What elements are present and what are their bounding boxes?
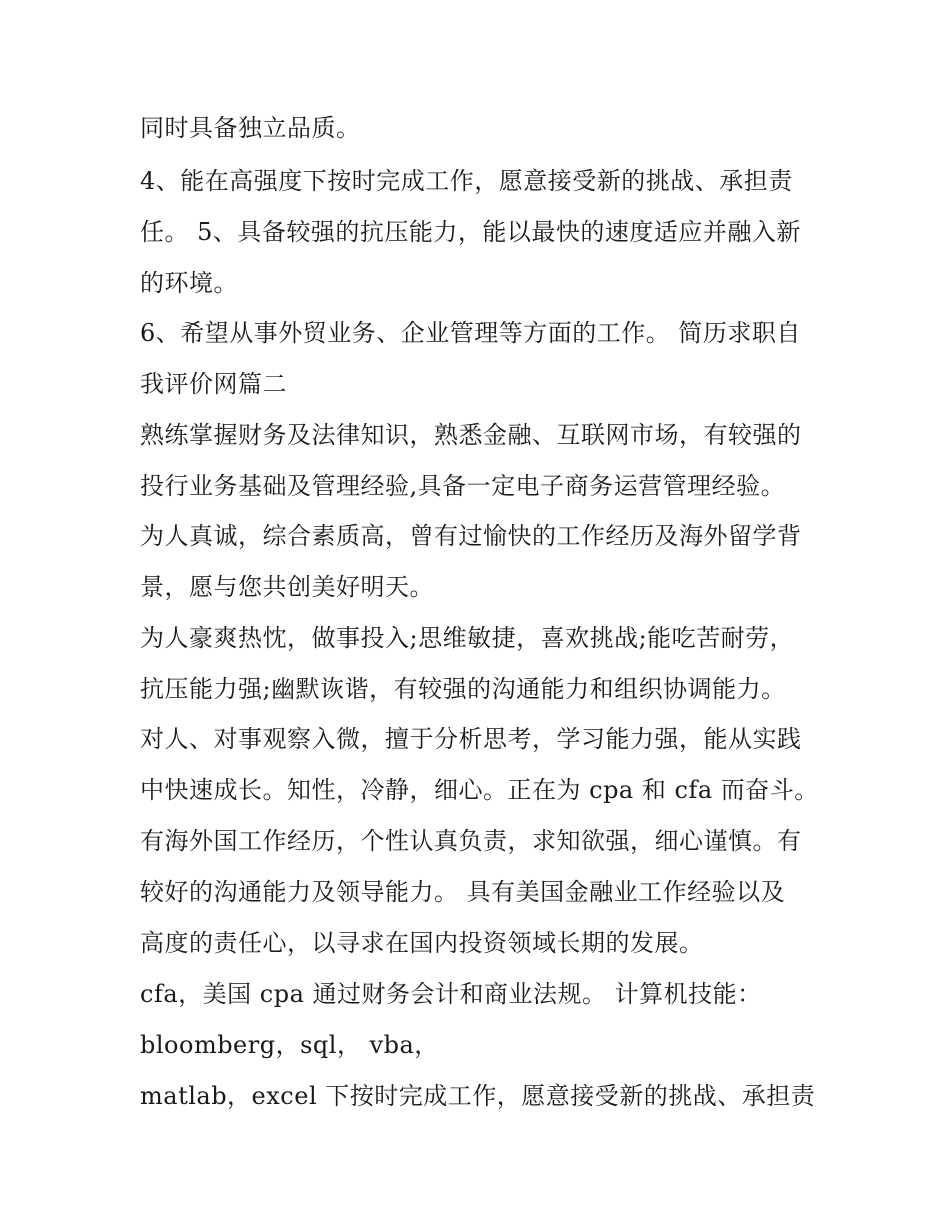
text-line: 6、希望从事外贸业务、企业管理等方面的工作。 简历求职自 (140, 319, 801, 347)
text-line: 为人真诚，综合素质高，曾有过愉快的工作经历及海外留学背 (140, 522, 802, 550)
text-line: 抗压能力强;幽默诙谐，有较强的沟通能力和组织协调能力。 (140, 675, 786, 703)
text-line: 我评价网篇二 (140, 370, 287, 398)
text-line: 投行业务基础及管理经验,具备一定电子商务运营管理经验。 (140, 472, 786, 500)
text-line: bloomberg，sql， vba， (140, 1031, 439, 1059)
text-line: 中快速成长。知性，冷静，细心。正在为 cpa 和 cfa 而奋斗。 (140, 776, 819, 804)
text-line: 对人、对事观察入微，擅于分析思考，学习能力强，能从实践 (140, 725, 802, 753)
text-line: cfa，美国 cpa 通过财务会计和商业法规。 计算机技能： (140, 980, 762, 1008)
text-line: 高度的责任心，以寻求在国内投资领域长期的发展。 (140, 929, 704, 957)
text-line: 同时具备独立品质。 (140, 114, 361, 142)
text-line: 景，愿与您共创美好明天。 (140, 573, 434, 601)
text-line: 熟练掌握财务及法律知识，熟悉金融、互联网市场，有较强的 (140, 421, 802, 449)
text-line: 较好的沟通能力及领导能力。 具有美国金融业工作经验以及 (140, 878, 786, 906)
text-line: 任。 5、具备较强的抗压能力，能以最快的速度适应并融入新 (140, 218, 801, 246)
text-line: matlab，excel 下按时完成工作，愿意接受新的挑战、承担责 (140, 1082, 816, 1110)
text-line: 的环境。 (140, 269, 238, 297)
text-line: 4、能在高强度下按时完成工作，愿意接受新的挑战、承担责 (140, 167, 793, 195)
text-line: 为人豪爽热忱，做事投入;思维敏捷，喜欢挑战;能吃苦耐劳， (140, 624, 795, 652)
text-line: 有海外国工作经历，个性认真负责，求知欲强，细心谨慎。有 (140, 827, 802, 855)
